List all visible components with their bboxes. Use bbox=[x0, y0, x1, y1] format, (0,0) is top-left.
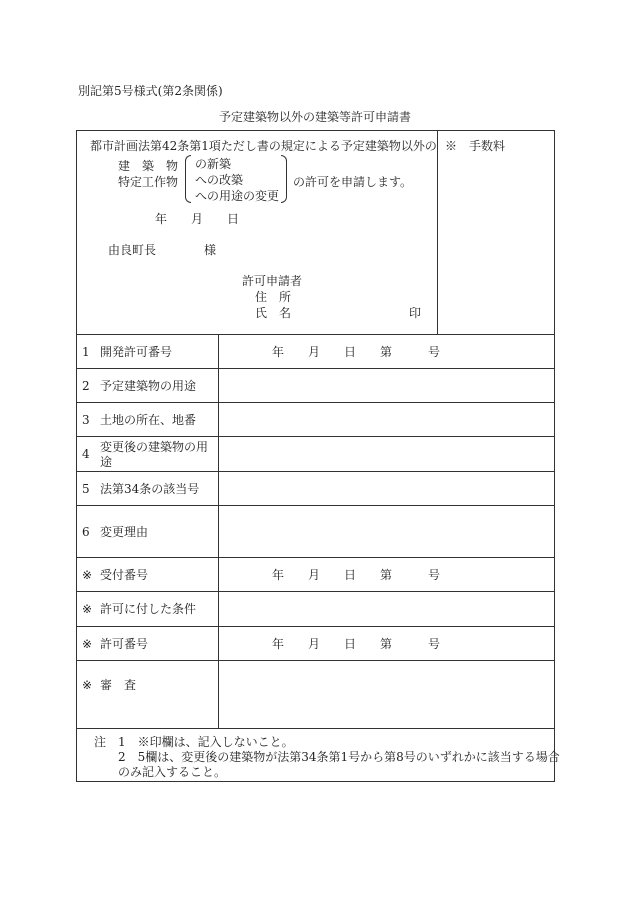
row-divider bbox=[76, 626, 555, 627]
row-divider bbox=[76, 436, 555, 437]
request-text: の許可を申請します。 bbox=[293, 175, 413, 189]
row-number: 5 bbox=[82, 482, 90, 496]
row-label-land-location: 土地の所在、地番 bbox=[100, 413, 197, 427]
row-label-new-use-line2: 途 bbox=[100, 455, 113, 469]
row-mark: ※ bbox=[82, 678, 93, 692]
row-value-permit-issue-date: 年 月 日 第 号 bbox=[272, 637, 441, 651]
row-divider bbox=[76, 557, 555, 558]
fee-column-divider bbox=[437, 130, 438, 334]
note-1: 1 ※印欄は、記入しないこと。 bbox=[118, 735, 294, 749]
applicant-label: 許可申請者 bbox=[242, 274, 303, 288]
row-mark: ※ bbox=[82, 568, 93, 582]
row-number: 6 bbox=[82, 525, 90, 539]
row-divider bbox=[76, 471, 555, 472]
row-divider bbox=[76, 505, 555, 506]
row-divider bbox=[76, 591, 555, 592]
row-label-new-use-line1: 変更後の建築物の用 bbox=[100, 440, 209, 454]
row-divider bbox=[76, 402, 555, 403]
application-date: 年 月 日 bbox=[155, 212, 240, 226]
row-divider bbox=[76, 728, 555, 729]
application-form-table bbox=[76, 130, 555, 782]
option-reconstruction: への改築 bbox=[195, 173, 244, 187]
right-brace bbox=[281, 155, 287, 203]
label-column-divider bbox=[218, 334, 219, 728]
row-mark: ※ bbox=[82, 637, 93, 651]
row-divider bbox=[76, 368, 555, 369]
row-label-reception-number: 受付番号 bbox=[100, 568, 149, 582]
subject-building: 建 築 物 bbox=[118, 159, 179, 173]
fee-label: ※ 手数料 bbox=[445, 139, 506, 153]
subject-structure: 特定工作物 bbox=[118, 175, 179, 189]
row-value-permit-date: 年 月 日 第 号 bbox=[272, 345, 441, 359]
seal-mark: 印 bbox=[409, 306, 422, 320]
row-mark: ※ bbox=[82, 602, 93, 616]
note-2-line1: 2 5欄は、変更後の建築物が法第34条第1号から第8号のいずれかに該当する場合 bbox=[118, 750, 560, 764]
row-label-permit-number: 開発許可番号 bbox=[100, 345, 173, 359]
note-2-line2: のみ記入すること。 bbox=[118, 765, 227, 779]
form-reference: 別記第5号様式(第2条関係) bbox=[78, 84, 223, 98]
addressee: 由良町長 様 bbox=[108, 243, 217, 257]
notes-prefix: 注 bbox=[94, 735, 107, 749]
row-label-building-use: 予定建築物の用途 bbox=[100, 379, 197, 393]
row-label-review: 審 査 bbox=[100, 678, 137, 692]
document-title: 予定建築物以外の建築等許可申請書 bbox=[218, 110, 411, 124]
row-number: 1 bbox=[82, 345, 90, 359]
address-label: 住 所 bbox=[255, 290, 292, 304]
row-label-article34: 法第34条の該当号 bbox=[100, 482, 200, 496]
row-number: 4 bbox=[82, 447, 90, 461]
option-new-construction: の新築 bbox=[195, 157, 232, 171]
application-intro: 都市計画法第42条第1項ただし書の規定による予定建築物以外の bbox=[90, 139, 437, 153]
row-label-change-reason: 変更理由 bbox=[100, 525, 149, 539]
name-label: 氏 名 bbox=[255, 306, 292, 320]
row-divider bbox=[76, 660, 555, 661]
option-use-change: への用途の変更 bbox=[195, 189, 280, 203]
row-label-permit-issue-number: 許可番号 bbox=[100, 637, 149, 651]
row-value-reception-date: 年 月 日 第 号 bbox=[272, 568, 441, 582]
row-number: 2 bbox=[82, 379, 90, 393]
row-divider bbox=[76, 334, 555, 335]
row-label-permit-conditions: 許可に付した条件 bbox=[100, 602, 197, 616]
left-brace bbox=[185, 155, 191, 203]
row-number: 3 bbox=[82, 413, 90, 427]
